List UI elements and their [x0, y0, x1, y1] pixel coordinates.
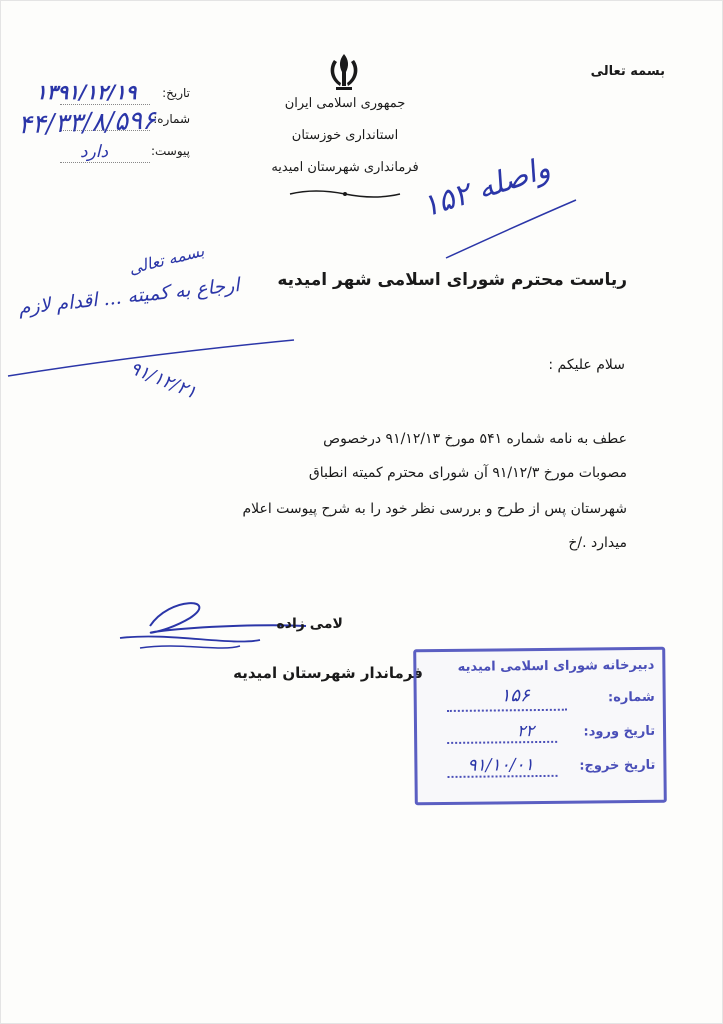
signer-name: لامی زاده [276, 616, 343, 632]
date-dotted-line [60, 104, 150, 105]
stamp-entry-label: تاریخ ورود: [583, 723, 656, 740]
stamp-number-value: ۱۵۶ [500, 685, 530, 707]
letterhead-ornament-icon [285, 186, 405, 202]
letterhead-country: جمهوری اسلامی ایران [284, 96, 406, 111]
referral-date: ۹۱/۱۲/۲۱ [126, 357, 200, 404]
body-line-3: شهرستان پس از طرح و بررسی نظر خود را به شرح پیوست اعلام [242, 501, 627, 517]
attachment-label: پیوست: [150, 144, 190, 158]
stamp-entry-value: ۲۲ [516, 721, 535, 741]
received-note: واصله ۱۵۲ [417, 150, 555, 225]
received-stroke [440, 196, 580, 266]
addressee-title: ریاست محترم شورای اسلامی شهر امیدیه [277, 270, 627, 290]
number-label: شماره: [153, 112, 190, 126]
stamp-title: دبیرخانه شورای اسلامی امیدیه [457, 657, 655, 675]
body-line-2: مصوبات مورخ ۹۱/۱۲/۳ آن شورای محترم کمیته انطباق [308, 465, 627, 481]
basmala: بسمه تعالی [590, 64, 665, 79]
stamp-exit-value: ۹۱/۱۰/۰۱ [467, 755, 534, 776]
stamp-entry-dots [447, 731, 557, 744]
stamp-number-label: شماره: [607, 689, 655, 706]
body-line-4: میدارد ./خ [568, 535, 627, 551]
secretariat-stamp [413, 647, 667, 806]
greeting: سلام علیکم : [548, 357, 625, 373]
attachment-value: دارد [80, 142, 109, 162]
signer-position: فرماندار شهرستان امیدیه [233, 664, 423, 682]
letterhead-province: استانداری خوزستان [291, 128, 399, 143]
body-line-1: عطف به نامه شماره ۵۴۱ مورخ ۹۱/۱۲/۱۳ درخصوص [323, 431, 627, 447]
date-value: ۱۳۹۱/۱۲/۱۹ [36, 80, 137, 104]
number-value: ۴۴/۳۳/۸/۵۹۶ [17, 105, 157, 141]
letterhead-office: فرمانداری شهرستان امیدیه [271, 160, 419, 175]
stamp-exit-label: تاریخ خروج: [579, 757, 656, 774]
referral-note-line1: بسمه تعالی [126, 240, 207, 279]
attachment-dotted-line [60, 162, 150, 163]
referral-note-line2: ارجاع به کمیته ... اقدام لازم [17, 274, 241, 320]
iran-emblem-icon [322, 50, 366, 94]
date-label: تاریخ: [162, 86, 190, 100]
